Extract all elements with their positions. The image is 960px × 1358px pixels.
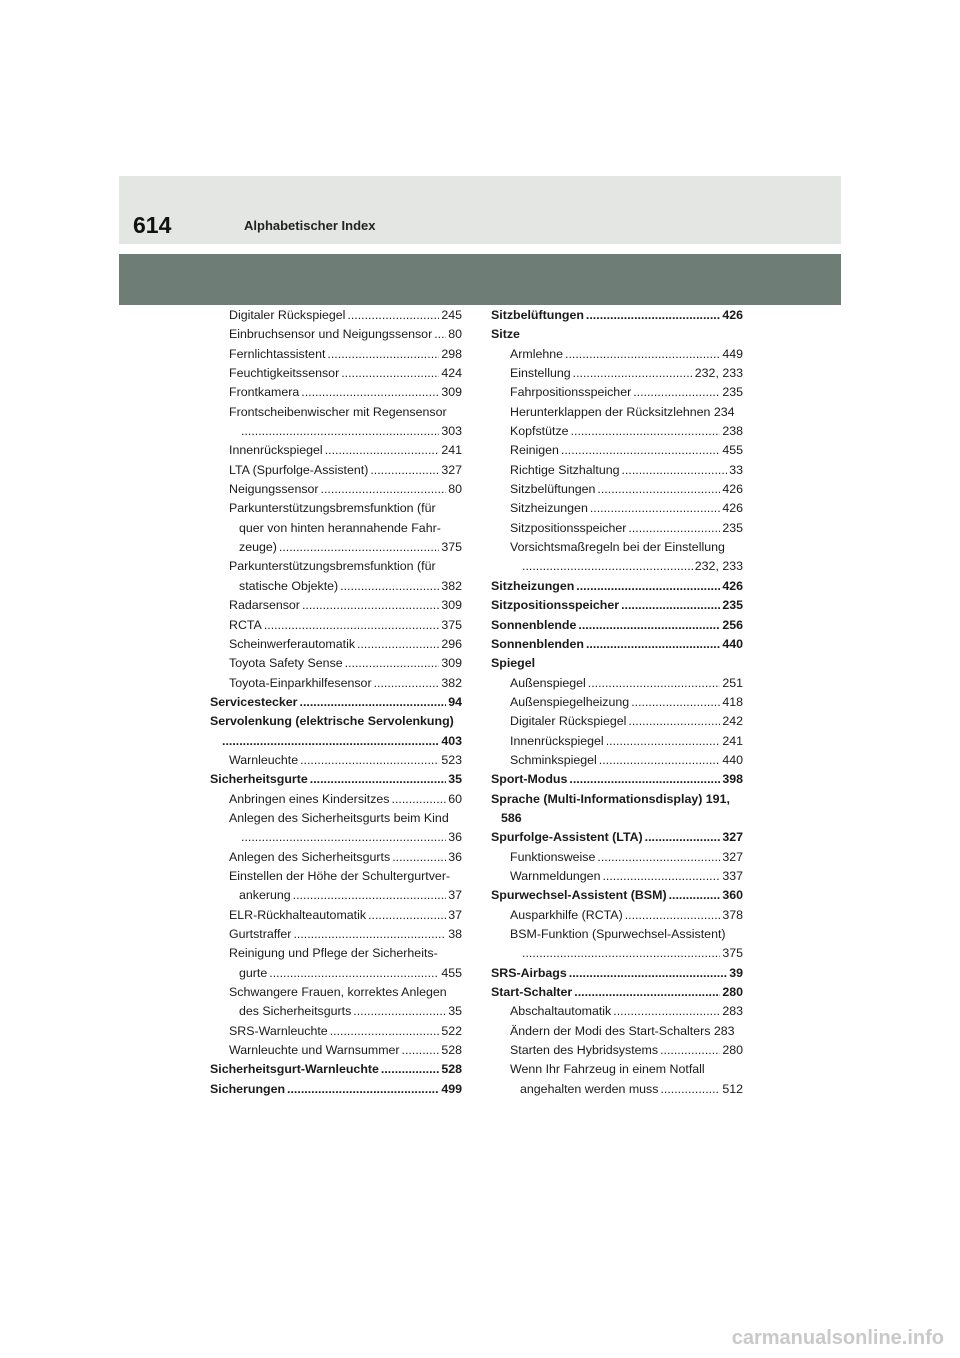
page-reference: 303 [441, 424, 462, 439]
index-term: Toyota Safety Sense [229, 656, 343, 671]
index-term: des Sicherheitsgurts [239, 1004, 352, 1019]
index-term: Anlegen des Sicherheitsgurts beim Kind [229, 810, 449, 825]
page-reference: 242 [722, 714, 743, 729]
dot-leader [287, 1080, 439, 1099]
dot-leader [370, 461, 439, 480]
dot-leader [633, 383, 720, 402]
dot-leader [392, 848, 446, 867]
index-term: Servicestecker [210, 694, 298, 709]
index-entry [210, 1060, 462, 1079]
dot-leader [574, 983, 720, 1002]
page-reference: 426 [722, 501, 743, 516]
index-term: Sitzbelüftungen [491, 308, 584, 322]
dot-leader [300, 693, 447, 712]
index-term: ankerung [239, 888, 291, 903]
index-entry [491, 828, 743, 847]
dot-leader [345, 654, 440, 673]
page-number: 614 [133, 212, 172, 238]
index-term: Sitzheizungen [510, 501, 588, 516]
dot-leader [340, 577, 439, 596]
page-reference: 327 [722, 830, 743, 845]
index-term: Sitze [491, 327, 520, 342]
dot-leader [302, 596, 439, 615]
index-term: Toyota-Einparkhilfesensor [229, 675, 372, 690]
index-entry [491, 983, 743, 1002]
index-entry [210, 596, 462, 615]
index-term: Außenspiegelheizung [510, 694, 630, 709]
index-entry [210, 364, 462, 383]
index-entry [491, 538, 743, 557]
index-entry [210, 674, 462, 693]
index-entry [491, 925, 743, 944]
dot-leader [645, 828, 721, 847]
index-term: Reinigen [510, 443, 559, 458]
index-entry [210, 422, 462, 441]
page-reference: 35 [448, 1004, 462, 1019]
index-entry [210, 1041, 462, 1060]
index-entry [491, 770, 743, 789]
index-term: angehalten werden muss [520, 1081, 659, 1096]
dot-leader [669, 886, 721, 905]
dot-leader [622, 461, 728, 480]
index-term: Frontscheibenwischer mit Regensensor [229, 404, 447, 419]
page-reference: 375 [722, 946, 743, 961]
index-entry [491, 848, 743, 867]
index-term: Sitzbelüftungen [510, 482, 596, 497]
page-reference: 36 [448, 830, 462, 845]
dot-leader [606, 732, 721, 751]
dot-leader [402, 1041, 440, 1060]
index-entry [210, 616, 462, 635]
index-entry [491, 403, 743, 422]
page-reference: 33 [729, 462, 743, 477]
dot-leader [569, 770, 720, 789]
index-term: Warnleuchte und Warnsummer [229, 1043, 400, 1058]
index-term: zeuge) [239, 540, 277, 555]
index-term: 586 [501, 810, 522, 825]
index-entry [210, 635, 462, 654]
index-term: Spurwechsel-Assistent (BSM) [491, 888, 667, 903]
index-entry [491, 616, 743, 635]
dot-leader [330, 1022, 440, 1041]
page-reference: 426 [722, 308, 743, 322]
index-term: Sicherheitsgurte [210, 772, 308, 787]
dot-leader [353, 1002, 446, 1021]
index-entry [210, 577, 462, 596]
page-reference: 256 [722, 617, 743, 632]
dot-leader [586, 306, 720, 325]
dot-leader [269, 964, 439, 983]
page-reference: 36 [448, 849, 462, 864]
index-entry [210, 1002, 462, 1021]
dot-leader [565, 345, 720, 364]
dot-leader [241, 422, 439, 441]
dot-leader [392, 790, 447, 809]
index-term: Sitzpositionsspeicher [491, 598, 620, 613]
index-term: Funktionsweise [510, 849, 596, 864]
index-entry [210, 538, 462, 557]
index-term: Spurfolge-Assistent (LTA) [491, 830, 643, 845]
dot-leader [621, 596, 720, 615]
index-term: Reinigung und Pflege der Sicherheits- [229, 946, 438, 961]
index-term: Spiegel [491, 656, 536, 671]
dot-leader [660, 1041, 720, 1060]
page-reference: 94 [448, 694, 462, 709]
section-title: Alphabetischer Index [244, 218, 376, 233]
dot-leader [374, 674, 440, 693]
index-term: Sicherungen [210, 1081, 286, 1096]
page-reference: 375 [441, 617, 462, 632]
page-reference: 39 [729, 965, 743, 980]
index-entry [491, 461, 743, 480]
index-term: Sonnenblenden [491, 636, 584, 651]
page-reference: 296 [441, 636, 462, 651]
dot-leader [573, 364, 693, 383]
page-reference: 298 [441, 346, 462, 361]
index-term: Sport-Modus [491, 772, 568, 787]
dot-leader [522, 944, 720, 963]
index-term: LTA (Spurfolge-Assistent) [229, 462, 369, 477]
dot-leader [586, 635, 720, 654]
dot-leader [625, 906, 721, 925]
page-reference: 499 [441, 1081, 462, 1096]
page-reference: 440 [722, 636, 743, 651]
watermark: carmanualsonline.info [731, 1327, 944, 1349]
page-reference: 455 [722, 443, 743, 458]
index-entry [210, 519, 462, 538]
index-entry [491, 1080, 743, 1099]
dot-leader [599, 751, 721, 770]
page-reference: 251 [722, 675, 743, 690]
index-entry [491, 906, 743, 925]
page-reference: 309 [441, 598, 462, 613]
index-term: Herunterklappen der Rücksitzlehnen 234 [510, 404, 735, 419]
index-entry [210, 964, 462, 983]
index-term: Innenrückspiegel [229, 443, 323, 458]
page-reference: 280 [722, 985, 743, 1000]
index-term: RCTA [229, 617, 262, 632]
index-entry [210, 325, 462, 344]
index-entry [491, 1022, 743, 1041]
dot-leader [522, 557, 693, 576]
dot-leader [578, 616, 720, 635]
page-reference: 360 [722, 888, 743, 903]
index-term: BSM-Funktion (Spurwechsel-Assistent) [510, 927, 726, 941]
index-term: Innenrückspiegel [510, 733, 604, 748]
index-term: Anlegen des Sicherheitsgurts [229, 849, 391, 864]
index-entry [491, 480, 743, 499]
dot-leader [310, 770, 446, 789]
index-term: Frontkamera [229, 385, 300, 400]
index-term: Fahrpositionsspeicher [510, 385, 632, 400]
index-entry [491, 596, 743, 615]
page-reference: 309 [441, 385, 462, 400]
dot-leader [602, 867, 720, 886]
dot-leader [590, 499, 720, 518]
index-term: Vorsichtsmaßregeln bei der Einstellung [510, 540, 725, 555]
page-reference: 80 [448, 327, 462, 342]
index-entry [491, 751, 743, 770]
page-reference: 424 [441, 366, 462, 381]
index-entry [491, 519, 743, 538]
index-entry [210, 1022, 462, 1041]
index-term: Sonnenblende [491, 617, 577, 632]
index-term: Gurtstraffer [229, 927, 292, 941]
index-entry [491, 693, 743, 712]
page-reference: 80 [448, 482, 462, 497]
page-reference: 382 [441, 578, 462, 593]
index-term: Parkunterstützungsbremsfunktion (für [229, 501, 436, 516]
index-term: Einstellen der Höhe der Schultergurtver- [229, 868, 451, 883]
dot-leader [341, 364, 439, 383]
page-reference: 403 [441, 733, 462, 748]
index-entry [210, 441, 462, 460]
page-reference: 375 [441, 540, 462, 555]
dot-leader [325, 441, 440, 460]
index-entry [210, 693, 462, 712]
page-reference: 232, 233 [694, 559, 743, 574]
index-entry [491, 1060, 743, 1079]
page-reference: 528 [441, 1043, 462, 1058]
index-entry [210, 712, 462, 731]
page-reference: 378 [722, 907, 743, 922]
index-column-right [491, 306, 743, 1099]
index-entry [491, 886, 743, 905]
index-entry [210, 383, 462, 402]
dot-leader [264, 616, 440, 635]
index-term: SRS-Warnleuchte [229, 1023, 328, 1038]
index-term: Servolenkung (elektrische Servolenkung) [210, 714, 454, 729]
index-entry [210, 828, 462, 847]
dot-leader [588, 674, 721, 693]
index-term: Scheinwerferautomatik [229, 636, 356, 651]
dot-leader [381, 1060, 439, 1079]
dot-leader [241, 828, 446, 847]
page-reference: 440 [722, 752, 743, 767]
page-reference: 37 [448, 888, 462, 903]
index-entry [210, 732, 462, 751]
page-reference: 241 [441, 443, 462, 458]
page-reference: 241 [722, 733, 743, 748]
index-entry [491, 577, 743, 596]
page-reference: 245 [441, 308, 462, 322]
dot-leader [631, 693, 720, 712]
index-entry [210, 461, 462, 480]
dot-leader [628, 519, 720, 538]
dot-leader [576, 577, 720, 596]
index-entry [491, 712, 743, 731]
page-reference: 528 [441, 1062, 462, 1077]
page-reference: 418 [722, 694, 743, 709]
index-entry [491, 944, 743, 963]
index-entry [491, 499, 743, 518]
dot-leader [279, 538, 439, 557]
dot-leader [321, 480, 447, 499]
index-entry [491, 964, 743, 983]
page-reference: 512 [722, 1081, 743, 1096]
index-entry [210, 751, 462, 770]
page-reference: 426 [722, 482, 743, 497]
index-term: Fernlichtassistent [229, 346, 326, 361]
index-term: Start-Schalter [491, 985, 573, 1000]
index-term: Digitaler Rückspiegel [229, 308, 346, 322]
index-term: statische Objekte) [239, 578, 339, 593]
index-term: Neigungssensor [229, 482, 319, 497]
index-term: Schminkspiegel [510, 752, 597, 767]
index-entry [491, 383, 743, 402]
index-entry [210, 306, 462, 325]
index-term: Sicherheitsgurt-Warnleuchte [210, 1062, 379, 1077]
dot-leader [357, 635, 439, 654]
index-term: Sprache (Multi-Informationsdisplay) 191, [491, 791, 730, 806]
index-entry [491, 422, 743, 441]
page-reference: 309 [441, 656, 462, 671]
index-entry [491, 306, 743, 325]
index-entry [210, 867, 462, 886]
page-reference: 522 [441, 1023, 462, 1038]
page-reference: 523 [441, 752, 462, 767]
index-term: Einbruchsensor und Neigungssensor [229, 327, 433, 342]
index-entry [210, 906, 462, 925]
index-entry [491, 809, 743, 828]
index-entry [210, 809, 462, 828]
page-reference: 38 [448, 927, 462, 941]
index-term: Wenn Ihr Fahrzeug in einem Notfall [510, 1062, 705, 1077]
index-term: Parkunterstützungsbremsfunktion (für [229, 559, 436, 574]
index-term: Digitaler Rückspiegel [510, 714, 627, 729]
index-entry [210, 480, 462, 499]
index-term: ELR-Rückhalteautomatik [229, 907, 367, 922]
index-entry [210, 925, 462, 944]
index-term: Richtige Sitzhaltung [510, 462, 620, 477]
page-reference: 60 [448, 791, 462, 806]
index-term: gurte [239, 965, 268, 980]
page-reference: 283 [722, 1004, 743, 1019]
index-term: Radarsensor [229, 598, 300, 613]
index-entry [210, 848, 462, 867]
index-term: Ändern der Modi des Start-Schalters 283 [510, 1023, 735, 1038]
dot-leader [613, 1002, 720, 1021]
dot-leader [597, 848, 720, 867]
page-reference: 232, 233 [694, 366, 743, 381]
index-term: Außenspiegel [510, 675, 586, 690]
section-color-bar [119, 254, 841, 305]
index-term: Sitzpositionsspeicher [510, 520, 627, 535]
index-entry [210, 770, 462, 789]
page-reference: 35 [448, 772, 462, 787]
index-entry [491, 1002, 743, 1021]
dot-leader [561, 441, 720, 460]
page-reference: 238 [722, 424, 743, 439]
page-reference: 235 [722, 520, 743, 535]
index-term: Ausparkhilfe (RCTA) [510, 907, 623, 922]
page-reference: 37 [448, 907, 462, 922]
dot-leader [660, 1080, 720, 1099]
page-reference: 382 [441, 675, 462, 690]
dot-leader [293, 886, 447, 905]
index-entry [210, 345, 462, 364]
index-entry [491, 364, 743, 383]
index-entry [491, 790, 743, 809]
index-term: Einstellung [510, 366, 571, 381]
index-entry [210, 944, 462, 963]
index-term: SRS-Airbags [491, 965, 567, 980]
page-reference: 398 [722, 772, 743, 787]
index-term: Sitzheizungen [491, 578, 575, 593]
index-entry [491, 867, 743, 886]
index-entry [491, 345, 743, 364]
dot-leader [628, 712, 720, 731]
index-term: Starten des Hybridsystems [510, 1043, 659, 1058]
dot-leader [569, 964, 727, 983]
dot-leader [301, 383, 439, 402]
index-entry [210, 403, 462, 422]
index-entry [210, 886, 462, 905]
index-entry [210, 983, 462, 1002]
index-term: Abschaltautomatik [510, 1004, 612, 1019]
index-term: Armlehne [510, 346, 564, 361]
header-band [119, 176, 841, 244]
index-entry [210, 654, 462, 673]
dot-leader [300, 751, 439, 770]
page-reference: 327 [722, 849, 743, 864]
dot-leader [222, 732, 439, 751]
index-term: Anbringen eines Kindersitzes [229, 791, 390, 806]
index-term: Warnmeldungen [510, 868, 601, 883]
dot-leader [597, 480, 720, 499]
index-entry [491, 635, 743, 654]
index-term: Kopfstütze [510, 424, 569, 439]
dot-leader [327, 345, 439, 364]
index-entry [491, 674, 743, 693]
dot-leader [571, 422, 721, 441]
index-term: Schwangere Frauen, korrektes Anlegen [229, 985, 447, 1000]
index-entry [491, 441, 743, 460]
index-term: Warnleuchte [229, 752, 299, 767]
page-reference: 337 [722, 868, 743, 883]
index-entry [491, 557, 743, 576]
page-reference: 235 [722, 598, 743, 613]
index-column-left [210, 306, 462, 1099]
index-entry [491, 732, 743, 751]
page-reference: 327 [441, 462, 462, 477]
dot-leader [368, 906, 446, 925]
page-reference: 235 [722, 385, 743, 400]
page-reference: 449 [722, 346, 743, 361]
index-entry [210, 790, 462, 809]
page-reference: 426 [722, 578, 743, 593]
dot-leader [293, 925, 446, 944]
index-entry [210, 557, 462, 576]
index-entry [210, 499, 462, 518]
dot-leader [434, 325, 446, 344]
index-term: quer von hinten herannahende Fahr- [239, 520, 441, 535]
index-entry [491, 654, 743, 673]
index-entry [491, 325, 743, 344]
index-entry [210, 1080, 462, 1099]
page-reference: 455 [441, 965, 462, 980]
page-reference: 280 [722, 1043, 743, 1058]
index-term: Feuchtigkeitssensor [229, 366, 340, 381]
index-entry [491, 1041, 743, 1060]
dot-leader [347, 306, 439, 325]
